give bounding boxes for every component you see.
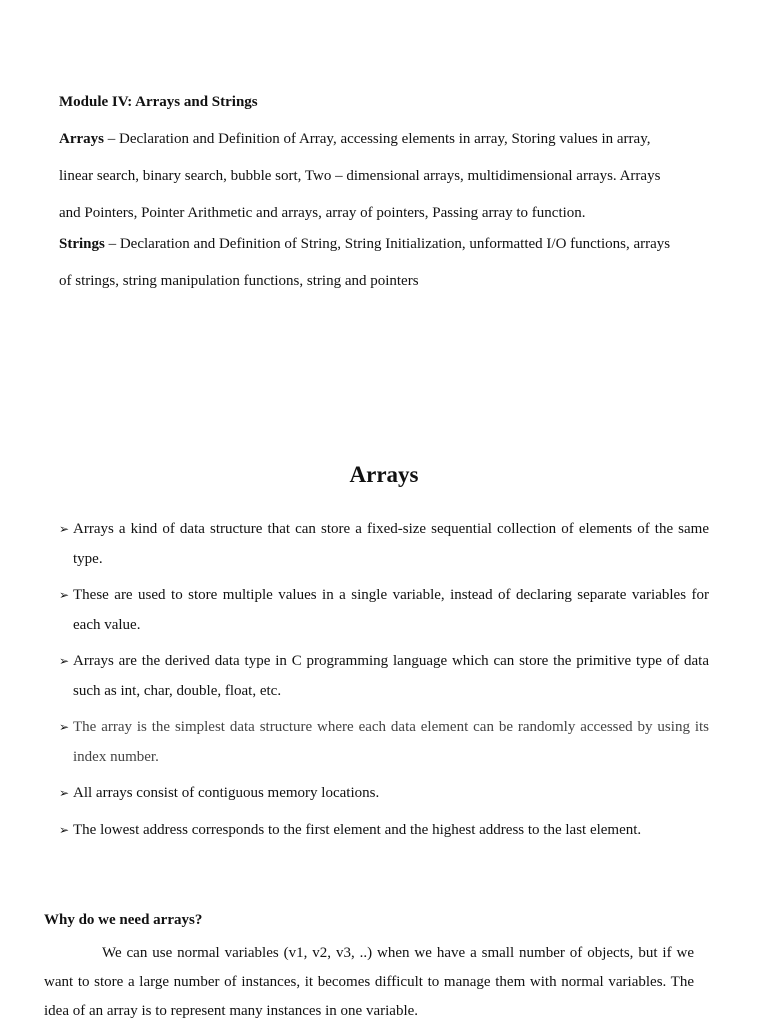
arrow-bullet-icon: ➢ [59, 522, 70, 536]
arrow-bullet-icon: ➢ [59, 822, 70, 837]
arrays-syllabus-text: – Declaration and Definition of Array, accessing elements in array, Storing values in array, linear search, binary search, bubble sort, Two – dimensional arrays, multidimensional arrays. Arrays and Pointers, Pointer Arithmetic and arrays, array of pointers, Passing array to function. [59, 131, 661, 221]
list-item [59, 713, 709, 772]
list-item [59, 647, 709, 706]
strings-syllabus-text: – Declaration and Definition of String, String Initialization, unformatted I/O functions, arrays of strings, string manipulation functions, string and pointers [59, 236, 671, 289]
arrays-syllabus-label: Arrays [59, 131, 104, 147]
arrow-bullet-icon: ➢ [59, 786, 70, 800]
strings-syllabus-label: Strings [59, 236, 105, 252]
bullet-text: These are used to store multiple values in a single variable, instead of declaring separate variables for each value. [73, 587, 709, 633]
list-item [59, 515, 709, 574]
arrays-syllabus-paragraph [59, 121, 679, 232]
why-arrays-section [44, 908, 694, 1026]
strings-syllabus-paragraph [59, 226, 679, 300]
module-syllabus [59, 90, 679, 300]
arrays-section-title: Arrays [349, 462, 419, 487]
bullet-text: The lowest address corresponds to the first element and the highest address to the last element. [73, 821, 642, 838]
list-item [59, 779, 709, 809]
module-heading: Module IV: Arrays and Strings [59, 94, 258, 110]
arrow-bullet-icon: ➢ [59, 588, 70, 602]
list-item [59, 816, 709, 846]
arrays-bullet-list [59, 515, 709, 852]
why-arrays-paragraph: We can use normal variables (v1, v2, v3, ..) when we have a small number of objects, but if we want to store a large number of instances, it becomes difficult to manage them with normal variables. The idea of an array is to represent many instances in one variable. [44, 945, 694, 1019]
bullet-text: All arrays consist of contiguous memory locations. [73, 785, 380, 801]
bullet-text: Arrays are the derived data type in C programming language which can store the primitive type of data such as int, char, double, float, etc. [73, 653, 709, 699]
bullet-text: The array is the simplest data structure where each data element can be randomly accessed by using its index number. [73, 719, 709, 765]
arrow-bullet-icon: ➢ [59, 654, 70, 668]
why-arrays-heading: Why do we need arrays? [44, 912, 203, 928]
bullet-text: Arrays a kind of data structure that can store a fixed-size sequential collection of elements of the same type. [73, 521, 709, 567]
list-item [59, 581, 709, 640]
arrow-bullet-icon: ➢ [59, 720, 70, 734]
